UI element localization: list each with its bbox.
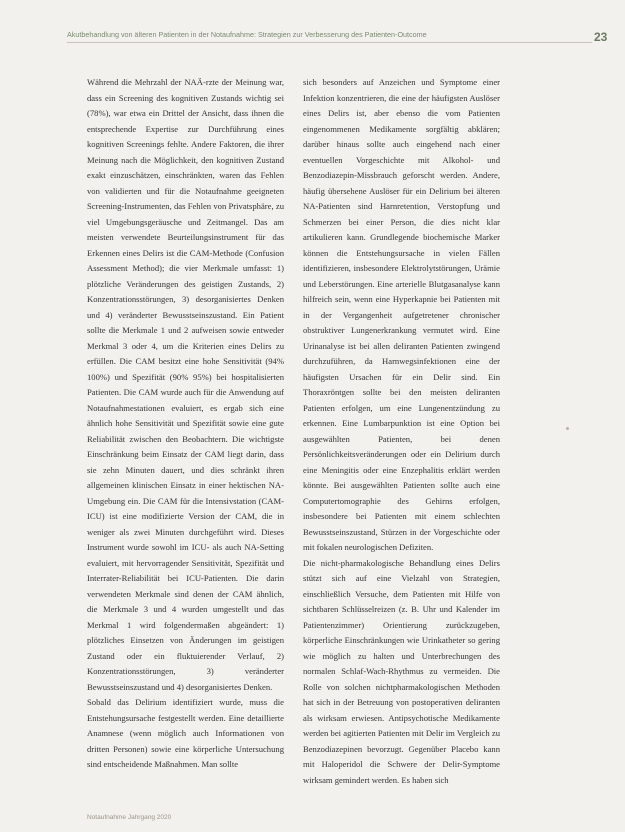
left-column (87, 75, 284, 773)
page-footer: Notaufnahme Jahrgang 2020 (87, 814, 172, 821)
paragraph: Während die Mehrzahl der NAÄ-rzte der Meinung war, dass ein Screening des kognitiven Zustands wichtig sei (78%), war etwa ein Drittel der Ansicht, dass ihnen die entsprechende Expertise zur Durchführung eines kognitiven Screenings fehlte. Andere Faktoren, die ihrer Meinung nach die Möglichkeit, den kognitiven Zustand exakt einzuschätzen, einschränkten, waren das Fehlen von validierten und für die Notaufnahme geeigneten Screening-Instrumenten, das Fehlen von Privatsphäre, zu viel Umgebungsgeräusche und Zeitmangel. Das am meisten verwendete Beurteilungsinstrument für das Erkennen eines Delirs ist die CAM-Methode (Confusion Assessment Method); die vier Merkmale umfasst: 1) plötzliche Veränderungen des geistigen Zustands, 2) Konzentrationsstörungen, 3) desorganisiertes Denken und 4) veränderter Bewusstseinszustand. Ein Patient sollte die Merkmale 1 und 2 aufweisen sowie entweder Merkmal 3 oder 4, um die Kriterien eines Delirs zu erfüllen. Die CAM besitzt eine hohe Sensitivität (94% 100%) und Spezifität (90% 95%) bei hospitalisierten Patienten. Die CAM wurde auch für die Anwendung auf Notaufnahmestationen evaluiert, es ergab sich eine ähnlich hohe Sensitivität und Spezifität sowie eine gute Reliabilität zwischen den Beobachtern. Die wichtigste Einschränkung beim Einsatz der CAM liegt darin, dass sie zehn Minuten dauert, und dies schränkt ihren allgemeinen klinischen Einsatz in einer hektischen NA-Umgebung ein. Die CAM für die Intensivstation (CAM-ICU) ist eine modifizierte Version der CAM, die in weniger als zwei Minuten durchgeführt wird. Dieses Instrument wurde sowohl im ICU- als auch NA-Setting evaluiert, mit hervorragender Sensitivität, Spezifität und Interrater-Reliabilität bei ICU-Patienten. Die darin verwendeten Merkmale sind denen der CAM ähnlich, die Merkmale 3 und 4 wurden umgestellt und das Merkmal 1 wird folgendermaßen abgeändert: 1) plötzliches Einsetzen von Änderungen im geistigen Zustand oder ein fluktuierender Verlauf, 2) Konzentrationsstörungen, 3) veränderter Bewusstseinszustand und 4) desorganisiertes Denken. (87, 77, 284, 692)
paragraph: Die nicht-pharmakologische Behandlung eines Delirs stützt sich auf eine Vielzahl von Strategien, einschließlich Versuche, dem Patienten mit Hilfe von sichtbaren Schlüsselreizen (z. B. Uhr und Kalender im Patientenzimmer) Orientierung zurückzugeben, körperliche Einschränkungen wie Urinkatheter so gering wie möglich zu halten und Unterbrechungen des normalen Schlaf-Wach-Rhythmus zu vermeiden. Die Rolle von solchen nichtpharmakologischen Methoden hat sich in der Betreuung von postoperativen deliranten als wirksam erwiesen. Antipsychotische Medikamente werden bei agitierten Patienten mit Delir im Vergleich zu Benzodiazepinen bevorzugt. Gegenüber Placebo kann mit Haloperidol die Schwere der Delir-Symptome wirksam gemindert werden. Es haben sich (303, 557, 500, 785)
paragraph: sich besonders auf Anzeichen und Symptome einer Infektion konzentrieren, die eine der häufigsten Auslöser eines Delirs ist, aber ebenso die vom Patienten eingenommenen Medikamente sorgfältig abklären; darüber hinaus sollte auch eingehend nach einer eventuellen Vorgeschichte mit Alkohol- und Benzodiazepin-Missbrauch geforscht werden. Andere, häufig übersehene Auslöser für ein Delirium bei älteren NA-Patienten sind Harnretention, Verstopfung und Schmerzen bei einer Person, die dies nicht klar artikulieren kann. Grundlegende biochemische Marker können die Entstehungsursache in vielen Fällen identifizieren, insbesondere Elektrolytstörungen, Urämie und Leberstörungen. Eine arterielle Blutgasanalyse kann hilfreich sein, wenn eine Hyperkapnie bei Patienten mit in der Vergangenheit aufgetretener chronischer obstruktiver Lungenerkrankung vermutet wird. Eine Urinanalyse ist bei allen deliranten Patienten zwingend durchzuführen, da Harnwegsinfektionen eine der häufigsten Ursachen für ein Delir sind. Ein Thoraxröntgen sollte bei den meisten deliranten Patienten erfolgen, um eine Lungenentzündung zu erkennen. Eine Lumbarpunktion ist eine Option bei ausgewählten Patienten, bei denen Persönlichkeitsveränderungen oder ein Delirium durch eine Meningitis oder eine Enzephalitis erklärt werden könnte. Bei ausgewählten Patienten sollte auch eine Computertomographie des Gehirns erfolgen, insbesondere bei Patienten mit einem schlechten Bewusstseinszustand, Stürzen in der Vorgeschichte oder mit fokalen neurologischen Defiziten. (303, 77, 500, 552)
running-header: Akutbehandlung von älteren Patienten in der Notaufnahme: Strategien zur Verbesserung des Patienten-Outcome (67, 30, 427, 39)
right-column (303, 75, 500, 788)
header-divider (67, 42, 592, 43)
page-number: 23 (594, 30, 608, 44)
scan-speck (566, 427, 569, 430)
paragraph: Sobald das Delirium identifiziert wurde, muss die Entstehungsursache festgestellt werden. Eine detaillierte Anamnese (wenn möglich auch Informationen von dritten Personen) sowie eine körperliche Untersuchung sind entscheidende Maßnahmen. Man sollte (87, 697, 284, 769)
